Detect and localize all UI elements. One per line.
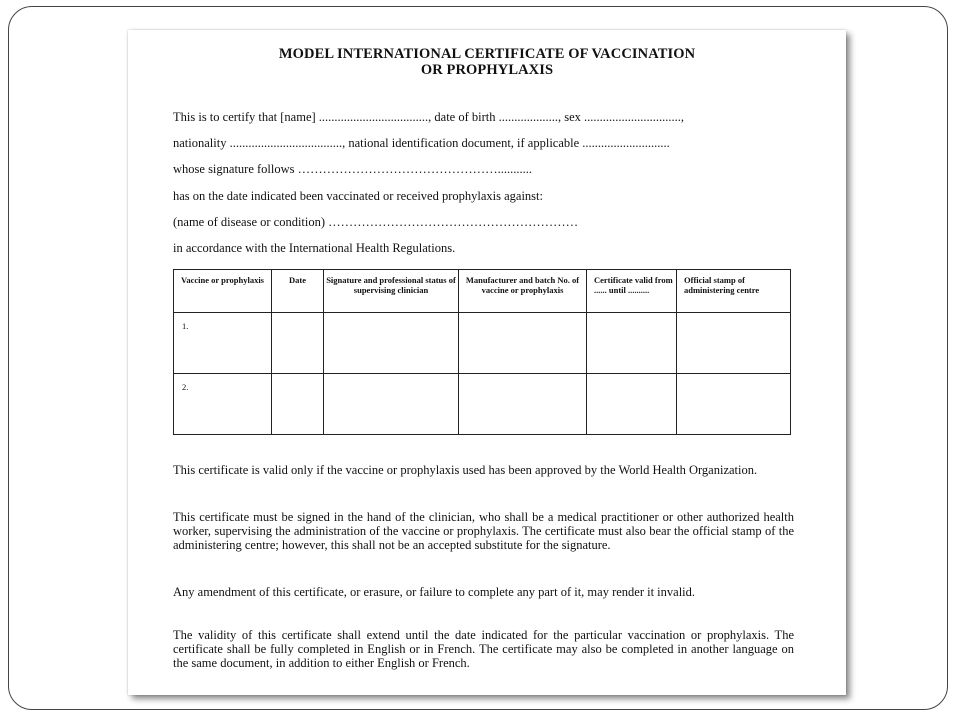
vaccinated-line: has on the date indicated been vaccinated or received prophylaxis against: xyxy=(173,189,543,203)
signature-line: whose signature follows …………………………………………........... xyxy=(173,162,533,176)
header-validity: Certificate valid from ...... until .......... xyxy=(587,270,677,313)
row-number: 2. xyxy=(182,382,189,392)
table-header-row xyxy=(174,270,791,313)
language-paragraph: The validity of this certificate shall extend until the date indicated for the particular vaccination or prophylaxis. The certificate shall be fully completed in English or in French. The certificate may also be completed in another language on the same document, in addition to either English or French. xyxy=(173,628,794,670)
header-date: Date xyxy=(272,270,324,313)
certificate-page xyxy=(128,30,846,695)
table-cell xyxy=(587,374,677,435)
table-cell xyxy=(272,313,324,374)
certificate-title xyxy=(128,46,846,78)
table-cell xyxy=(324,313,459,374)
header-vaccine: Vaccine or prophylaxis xyxy=(174,270,272,313)
table-cell xyxy=(174,313,272,374)
title-line-1: MODEL INTERNATIONAL CERTIFICATE OF VACCINATION xyxy=(278,46,696,62)
table-cell xyxy=(459,374,587,435)
header-signature: Signature and professional status of supervising clinician xyxy=(324,270,459,313)
certify-line: This is to certify that [name] ..................................., date of birth ..................., sex ..............................., xyxy=(173,110,685,124)
header-manufacturer: Manufacturer and batch No. of vaccine or prophylaxis xyxy=(459,270,587,313)
row-number: 1. xyxy=(182,321,189,331)
regulations-line: in accordance with the International Health Regulations. xyxy=(173,241,456,255)
table-cell xyxy=(459,313,587,374)
table-cell xyxy=(174,374,272,435)
table-cell xyxy=(324,374,459,435)
table-cell xyxy=(272,374,324,435)
vaccination-table xyxy=(173,269,791,435)
table-row xyxy=(174,313,791,374)
table-row xyxy=(174,374,791,435)
validity-paragraph: This certificate is valid only if the vaccine or prophylaxis used has been approved by the World Health Organization. xyxy=(173,463,758,477)
title-line-2: OR PROPHYLAXIS xyxy=(420,62,554,78)
table-cell xyxy=(677,374,791,435)
amendment-paragraph: Any amendment of this certificate, or erasure, or failure to complete any part of it, may render it invalid. xyxy=(173,585,696,599)
nationality-line: nationality ...................................., national identification document, if applicable ............................ xyxy=(173,136,670,150)
table-cell xyxy=(677,313,791,374)
table-cell xyxy=(587,313,677,374)
signature-paragraph: This certificate must be signed in the hand of the clinician, who shall be a medical practitioner or other authorized health worker, supervising the administration of the vaccine or prophylaxis. The certificate must also bear the official stamp of the administering centre; however, this shall not be an accepted substitute for the signature. xyxy=(173,510,794,552)
disease-line: (name of disease or condition) …………………………………………………… xyxy=(173,215,579,229)
header-stamp: Official stamp of administering centre xyxy=(677,270,791,313)
